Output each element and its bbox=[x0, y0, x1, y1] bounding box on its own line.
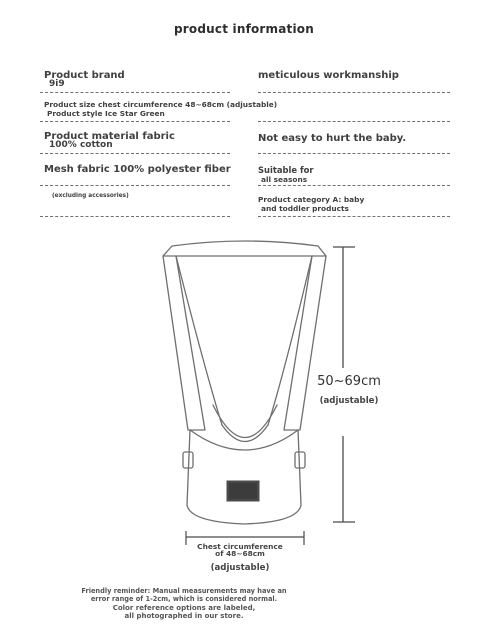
page-title: product information bbox=[174, 22, 314, 36]
height-dimension-note: (adjustable) bbox=[319, 396, 379, 406]
height-dimension-value: 50~69cm bbox=[317, 374, 381, 389]
color-note bbox=[0, 605, 368, 620]
friendly-reminder bbox=[0, 588, 368, 603]
info-value: 9i9 bbox=[49, 79, 65, 89]
info-label: Product brand bbox=[44, 70, 125, 81]
info-label: Not easy to hurt the baby. bbox=[258, 133, 407, 144]
info-value: 100% cotton bbox=[49, 140, 113, 150]
info-value: Product style Ice Star Green bbox=[47, 109, 165, 118]
info-label: Suitable for bbox=[258, 165, 314, 175]
width-dimension-note: (adjustable) bbox=[210, 563, 270, 573]
reminder-line2: error range of 1-2cm, which is considered normal. bbox=[90, 594, 278, 603]
carrier-seat bbox=[187, 430, 301, 524]
info-label: Product size chest circumference 48~68cm (adjustable) bbox=[44, 100, 278, 109]
width-dimension-line2: of 48~68cm bbox=[215, 549, 265, 558]
color-line2: all photographed in our store. bbox=[124, 611, 244, 620]
info-value: and toddler products bbox=[261, 204, 349, 213]
info-label: meticulous workmanship bbox=[258, 70, 399, 81]
color-line1: Color reference options are labeled, bbox=[112, 604, 256, 612]
carrier-top-bar bbox=[163, 241, 326, 256]
info-label: Mesh fabric 100% polyester fiber bbox=[44, 164, 231, 175]
width-dimension-line1: Chest circumference bbox=[197, 542, 283, 551]
info-label: Product category A: baby bbox=[258, 195, 365, 204]
info-label: Product material fabric bbox=[44, 131, 175, 142]
info-label: (excluding accessories) bbox=[52, 193, 129, 199]
info-value: all seasons bbox=[261, 175, 308, 184]
width-dimension-label bbox=[180, 543, 300, 557]
reminder-line1: Friendly reminder: Manual measurements may have an bbox=[81, 587, 287, 595]
